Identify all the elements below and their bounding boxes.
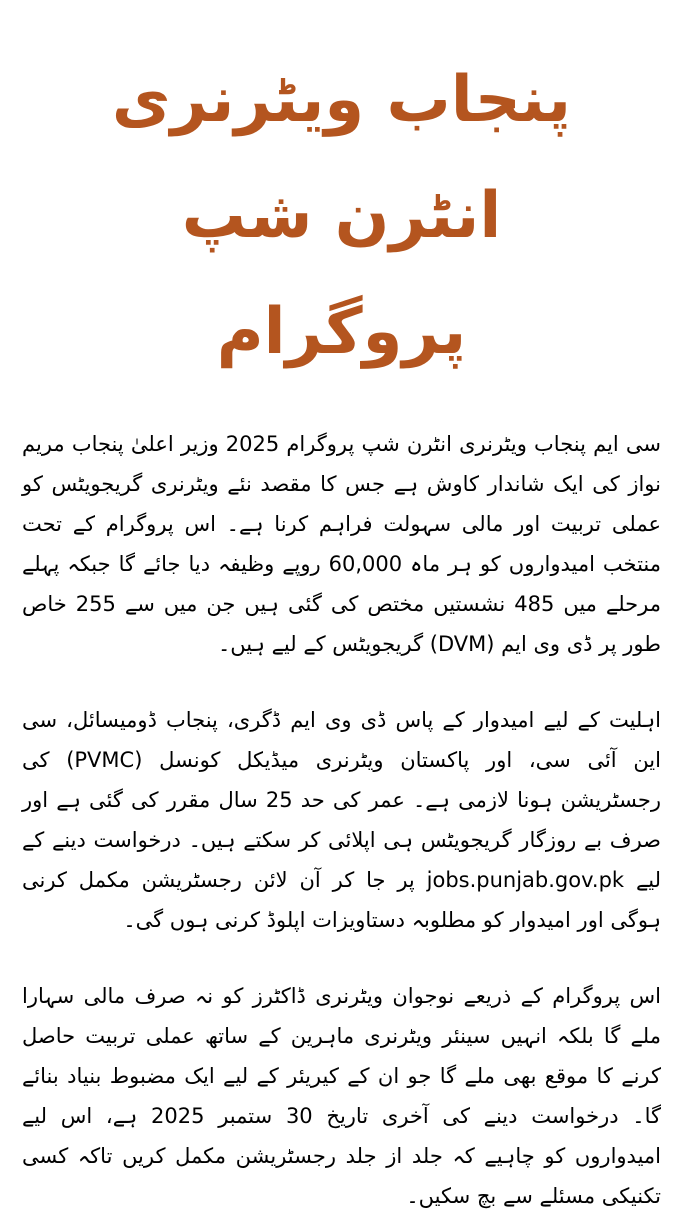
paragraph-benefits: اس پروگرام کے ذریعے نوجوان ویٹرنری ڈاکٹرز کو نہ صرف مالی سہارا ملے گا بلکہ انہیں سینئر ویٹرنری ماہرین کے ساتھ عملی تربیت حاصل کرنے کا موقع بھی ملے گا جو ان کے کیریئر کے لیے ایک مضبوط بنیاد بنائے گا۔ درخواست دینے کی آخری تاریخ 30 ستمبر 2025 ہے، اس لیے امیدواروں کو چاہیے کہ جلد از جلد رجسٹریشن مکمل کریں تاکہ کسی تکنیکی مسئلے سے بچ سکیں۔ bbox=[22, 984, 661, 1208]
title-line-1: پنجاب ویٹرنری انٹرن شپ bbox=[111, 63, 572, 253]
paragraph-eligibility: اہلیت کے لیے امیدوار کے پاس ڈی وی ایم ڈگری، پنجاب ڈومیسائل، سی این آئی سی، اور پاکستان ویٹرنری میڈیکل کونسل (PVMC) کی رجسٹریشن ہونا لازمی ہے۔ عمر کی حد 25 سال مقرر کی گئی ہے اور صرف بے روزگار گریجویٹس ہی اپلائی کر سکتے ہیں۔ درخواست دینے کے لیے jobs.punjab.gov.pk پر جا کر آن لائن رجسٹریشن مکمل کرنی ہوگی اور امیدوار کو مطلوبہ دستاویزات اپلوڈ کرنی ہوں گی۔ bbox=[22, 708, 662, 932]
paragraph-overview: سی ایم پنجاب ویٹرنری انٹرن شپ پروگرام 2025 وزیر اعلیٰ پنجاب مریم نواز کی ایک شاندار کاوش ہے جس کا مقصد نئے ویٹرنری گریجویٹس کو عملی تربیت اور مالی سہولت فراہم کرنا ہے۔ اس پروگرام کے تحت منتخب امیدواروں کو ہر ماہ 60,000 روپے وظیفہ دیا جائے گا جبکہ پہلے مرحلے میں 485 نشستیں مختص کی گئی ہیں جن میں سے 255 خاص طور پر ڈی وی ایم (DVM) گریجویٹس کے لیے ہیں۔ bbox=[22, 432, 662, 656]
title-line-2: پروگرام bbox=[216, 295, 467, 369]
page-title bbox=[22, 0, 661, 390]
article-body bbox=[22, 424, 661, 1216]
